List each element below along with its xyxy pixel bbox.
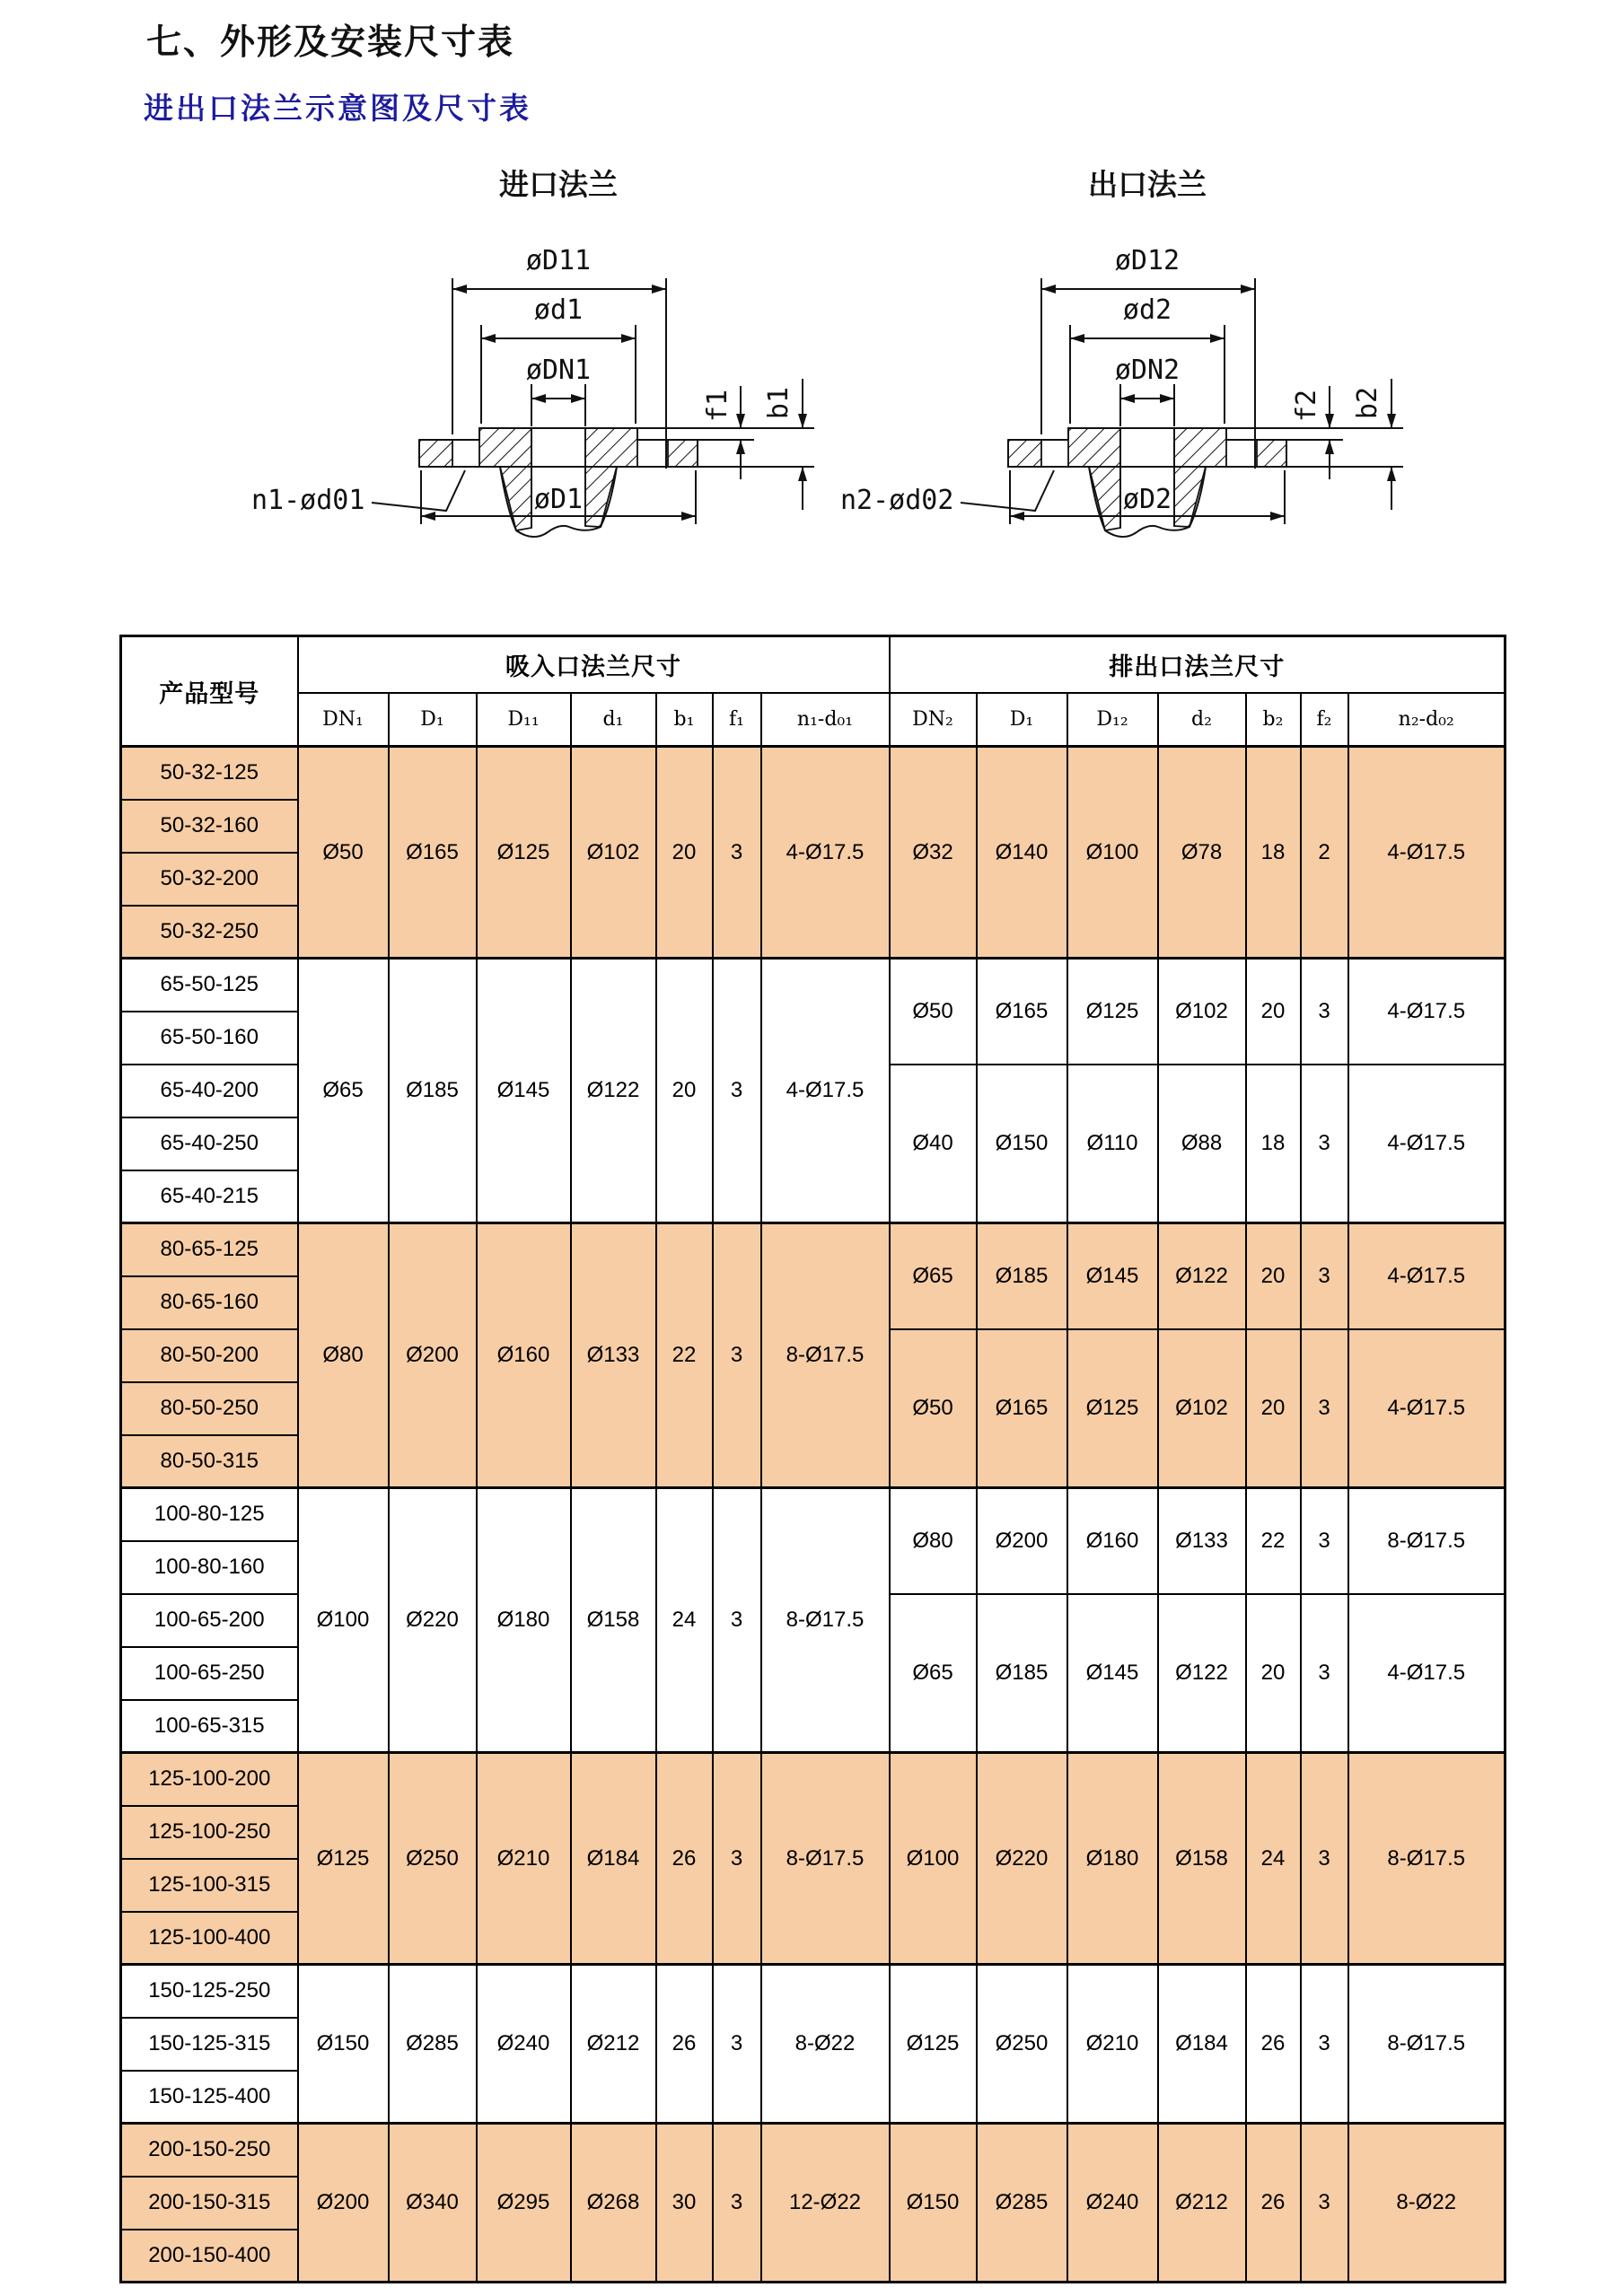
col-header-f1: f₁ <box>713 693 761 747</box>
suction-value-cell: 12-Ø22 <box>761 2124 890 2283</box>
discharge-value-cell: 20 <box>1246 1223 1301 1329</box>
col-header-dn2: DN₂ <box>890 693 977 747</box>
inlet-flange-diagram <box>244 154 819 555</box>
discharge-value-cell: Ø140 <box>977 747 1067 959</box>
discharge-value-cell: Ø150 <box>977 1065 1067 1223</box>
suction-value-cell: 3 <box>713 2124 761 2283</box>
discharge-value-cell: Ø158 <box>1158 1753 1246 1965</box>
product-model-cell: 80-50-315 <box>121 1435 298 1488</box>
discharge-value-cell: 3 <box>1301 1594 1348 1753</box>
discharge-value-cell: 20 <box>1246 1594 1301 1753</box>
product-model-cell: 150-125-315 <box>121 2018 298 2071</box>
inlet-flange-drawing <box>244 154 819 555</box>
page-title: 七、外形及安装尺寸表 <box>146 23 515 62</box>
discharge-value-cell: Ø65 <box>890 1594 977 1753</box>
dim-bolt-circle-label: øD12 <box>1114 245 1181 276</box>
product-model-cell: 80-50-200 <box>121 1329 298 1382</box>
discharge-value-cell: Ø145 <box>1067 1223 1158 1329</box>
dim-outer-label: øD1 <box>533 484 584 515</box>
flange-rim-section-right <box>668 440 698 467</box>
product-model-cell: 65-50-125 <box>121 959 298 1012</box>
discharge-value-cell: 2 <box>1301 747 1348 959</box>
discharge-value-cell: Ø122 <box>1158 1223 1246 1329</box>
suction-value-cell: Ø184 <box>571 1753 656 1965</box>
dim-bore-label: øDN1 <box>525 355 592 386</box>
flange-hub-section-left <box>1068 428 1120 530</box>
suction-value-cell: Ø100 <box>298 1488 389 1753</box>
product-model-cell: 200-150-250 <box>121 2124 298 2177</box>
col-header-small-d1: d₁ <box>571 693 656 747</box>
discharge-value-cell: Ø250 <box>977 1965 1067 2124</box>
suction-value-cell: 24 <box>656 1488 713 1753</box>
discharge-value-cell: Ø40 <box>890 1065 977 1223</box>
discharge-value-cell: Ø125 <box>1067 959 1158 1065</box>
suction-value-cell: Ø122 <box>571 959 656 1223</box>
discharge-value-cell: 26 <box>1246 2124 1301 2283</box>
col-header-d11: D₁₁ <box>477 693 571 747</box>
product-model-cell: 100-80-160 <box>121 1541 298 1594</box>
dim-face-label: ød2 <box>1122 294 1172 326</box>
suction-value-cell: Ø145 <box>477 959 571 1223</box>
flange-hub-section-right <box>1174 428 1226 527</box>
suction-value-cell: Ø50 <box>298 747 389 959</box>
suction-value-cell: Ø240 <box>477 1965 571 2124</box>
suction-value-cell: Ø212 <box>571 1965 656 2124</box>
discharge-value-cell: Ø285 <box>977 2124 1067 2283</box>
col-header-d1: D₁ <box>389 693 477 747</box>
discharge-value-cell: Ø125 <box>890 1965 977 2124</box>
suction-value-cell: 26 <box>656 1965 713 2124</box>
suction-value-cell: 20 <box>656 747 713 959</box>
flange-outline <box>419 428 698 467</box>
discharge-value-cell: 4-Ø17.5 <box>1348 959 1505 1065</box>
dim-outer-label: øD2 <box>1122 484 1172 515</box>
product-model-cell: 65-40-200 <box>121 1065 298 1117</box>
discharge-value-cell: 8-Ø22 <box>1348 2124 1505 2283</box>
product-model-cell: 100-65-250 <box>121 1647 298 1700</box>
discharge-value-cell: Ø50 <box>890 959 977 1065</box>
suction-value-cell: Ø102 <box>571 747 656 959</box>
outlet-flange-diagram <box>833 154 1408 555</box>
product-model-cell: 150-125-250 <box>121 1965 298 2018</box>
dim-raised-height-label: f2 <box>1291 389 1322 423</box>
suction-value-cell: 22 <box>656 1223 713 1488</box>
col-header-b2: b₂ <box>1246 693 1301 747</box>
flange-table-body <box>121 747 1505 2283</box>
suction-value-cell: Ø295 <box>477 2124 571 2283</box>
discharge-value-cell: 18 <box>1246 1065 1301 1223</box>
product-model-cell: 65-40-250 <box>121 1117 298 1170</box>
flange-dimension-table <box>119 635 1506 2283</box>
discharge-value-cell: Ø78 <box>1158 747 1246 959</box>
dim-bolt-holes-label: n2-ød02 <box>840 485 954 516</box>
discharge-value-cell: 20 <box>1246 959 1301 1065</box>
suction-value-cell: 3 <box>713 1223 761 1488</box>
discharge-value-cell: 3 <box>1301 1065 1348 1223</box>
discharge-value-cell: 3 <box>1301 1488 1348 1594</box>
product-model-cell: 50-32-250 <box>121 906 298 959</box>
discharge-value-cell: 8-Ø17.5 <box>1348 1488 1505 1594</box>
suction-value-cell: 3 <box>713 1965 761 2124</box>
suction-value-cell: Ø250 <box>389 1753 477 1965</box>
discharge-value-cell: 3 <box>1301 959 1348 1065</box>
discharge-value-cell: Ø110 <box>1067 1065 1158 1223</box>
suction-value-cell: 30 <box>656 2124 713 2283</box>
dim-bolt-holes-label: n1-ød01 <box>251 485 365 516</box>
discharge-value-cell: Ø200 <box>977 1488 1067 1594</box>
discharge-value-cell: Ø185 <box>977 1223 1067 1329</box>
discharge-value-cell: Ø100 <box>890 1753 977 1965</box>
discharge-value-cell: Ø210 <box>1067 1965 1158 2124</box>
product-model-cell: 150-125-400 <box>121 2071 298 2124</box>
suction-value-cell: 8-Ø17.5 <box>761 1223 890 1488</box>
discharge-value-cell: 4-Ø17.5 <box>1348 1065 1505 1223</box>
product-model-cell: 80-50-250 <box>121 1382 298 1435</box>
discharge-value-cell: 24 <box>1246 1753 1301 1965</box>
flange-rim-section-left <box>1008 440 1041 467</box>
section-subtitle: 进出口法兰示意图及尺寸表 <box>144 92 531 125</box>
dim-thickness-label: b1 <box>763 386 794 420</box>
suction-value-cell: Ø200 <box>298 2124 389 2283</box>
col-header-n1-d01: n₁-d₀₁ <box>761 693 890 747</box>
product-model-header: 产品型号 <box>121 636 298 747</box>
discharge-value-cell: Ø102 <box>1158 959 1246 1065</box>
discharge-value-cell: Ø160 <box>1067 1488 1158 1594</box>
product-model-cell: 125-100-250 <box>121 1806 298 1859</box>
suction-value-cell: 8-Ø17.5 <box>761 1488 890 1753</box>
discharge-value-cell: 4-Ø17.5 <box>1348 1594 1505 1753</box>
discharge-flange-group-header: 排出口法兰尺寸 <box>890 636 1505 693</box>
discharge-value-cell: Ø80 <box>890 1488 977 1594</box>
dim-thickness-label: b2 <box>1352 386 1383 420</box>
suction-value-cell: 3 <box>713 1488 761 1753</box>
discharge-value-cell: Ø133 <box>1158 1488 1246 1594</box>
product-model-cell: 125-100-400 <box>121 1912 298 1965</box>
discharge-value-cell: Ø240 <box>1067 2124 1158 2283</box>
suction-value-cell: 3 <box>713 747 761 959</box>
product-model-cell: 65-50-160 <box>121 1012 298 1065</box>
flange-hub-section-left <box>479 428 531 530</box>
discharge-value-cell: Ø65 <box>890 1223 977 1329</box>
product-model-cell: 125-100-200 <box>121 1753 298 1806</box>
col-header-small-d2: d₂ <box>1158 693 1246 747</box>
col-header-dn1: DN₁ <box>298 693 389 747</box>
suction-value-cell: Ø158 <box>571 1488 656 1753</box>
suction-value-cell: Ø125 <box>298 1753 389 1965</box>
outlet-flange-drawing <box>833 154 1408 555</box>
discharge-value-cell: 22 <box>1246 1488 1301 1594</box>
product-model-cell: 100-65-200 <box>121 1594 298 1647</box>
suction-value-cell: 8-Ø22 <box>761 1965 890 2124</box>
suction-value-cell: Ø160 <box>477 1223 571 1488</box>
suction-value-cell: 3 <box>713 1753 761 1965</box>
suction-value-cell: Ø150 <box>298 1965 389 2124</box>
suction-value-cell: Ø125 <box>477 747 571 959</box>
discharge-value-cell: Ø32 <box>890 747 977 959</box>
discharge-value-cell: 4-Ø17.5 <box>1348 1223 1505 1329</box>
dim-bolt-circle-label: øD11 <box>525 245 592 276</box>
product-model-cell: 100-80-125 <box>121 1488 298 1541</box>
outlet-flange-title: 出口法兰 <box>1088 168 1207 201</box>
discharge-value-cell: Ø102 <box>1158 1329 1246 1488</box>
discharge-value-cell: Ø125 <box>1067 1329 1158 1488</box>
col-header-b1: b₁ <box>656 693 713 747</box>
suction-value-cell: Ø220 <box>389 1488 477 1753</box>
discharge-value-cell: 3 <box>1301 1753 1348 1965</box>
dim-raised-height-label: f1 <box>702 389 733 423</box>
product-model-cell: 125-100-315 <box>121 1859 298 1912</box>
dim-bore-label: øDN2 <box>1114 355 1181 386</box>
suction-value-cell: Ø165 <box>389 747 477 959</box>
discharge-value-cell: Ø220 <box>977 1753 1067 1965</box>
discharge-value-cell: 3 <box>1301 1223 1348 1329</box>
product-model-cell: 80-65-160 <box>121 1276 298 1329</box>
product-model-cell: 50-32-160 <box>121 800 298 853</box>
product-model-cell: 50-32-125 <box>121 747 298 800</box>
discharge-value-cell: Ø184 <box>1158 1965 1246 2124</box>
inlet-flange-title: 进口法兰 <box>499 168 618 201</box>
discharge-value-cell: 3 <box>1301 1329 1348 1488</box>
col-header-d12: D₁₂ <box>1067 693 1158 747</box>
discharge-value-cell: Ø88 <box>1158 1065 1246 1223</box>
discharge-value-cell: Ø165 <box>977 959 1067 1065</box>
suction-value-cell: 20 <box>656 959 713 1223</box>
suction-value-cell: Ø180 <box>477 1488 571 1753</box>
suction-value-cell: Ø65 <box>298 959 389 1223</box>
discharge-value-cell: 3 <box>1301 1965 1348 2124</box>
product-model-cell: 200-150-400 <box>121 2230 298 2283</box>
discharge-value-cell: 8-Ø17.5 <box>1348 1753 1505 1965</box>
discharge-value-cell: Ø185 <box>977 1594 1067 1753</box>
flange-rim-section-right <box>1257 440 1286 467</box>
suction-flange-group-header: 吸入口法兰尺寸 <box>298 636 890 693</box>
col-header-f2: f₂ <box>1301 693 1348 747</box>
suction-value-cell: Ø285 <box>389 1965 477 2124</box>
discharge-value-cell: 18 <box>1246 747 1301 959</box>
product-model-cell: 80-65-125 <box>121 1223 298 1276</box>
product-model-cell: 200-150-315 <box>121 2177 298 2230</box>
discharge-value-cell: 26 <box>1246 1965 1301 2124</box>
suction-value-cell: 26 <box>656 1753 713 1965</box>
flange-outline <box>1008 428 1286 467</box>
product-model-cell: 100-65-315 <box>121 1700 298 1753</box>
discharge-value-cell: Ø180 <box>1067 1753 1158 1965</box>
discharge-value-cell: Ø165 <box>977 1329 1067 1488</box>
suction-value-cell: Ø268 <box>571 2124 656 2283</box>
discharge-value-cell: 4-Ø17.5 <box>1348 747 1505 959</box>
suction-value-cell: Ø80 <box>298 1223 389 1488</box>
suction-value-cell: Ø210 <box>477 1753 571 1965</box>
discharge-value-cell: Ø122 <box>1158 1594 1246 1753</box>
discharge-value-cell: 20 <box>1246 1329 1301 1488</box>
dim-face-label: ød1 <box>533 294 584 326</box>
suction-value-cell: Ø340 <box>389 2124 477 2283</box>
flange-rim-section-left <box>419 440 452 467</box>
product-model-cell: 50-32-200 <box>121 853 298 906</box>
suction-value-cell: 3 <box>713 959 761 1223</box>
suction-value-cell: 4-Ø17.5 <box>761 747 890 959</box>
suction-value-cell: Ø200 <box>389 1223 477 1488</box>
discharge-value-cell: 8-Ø17.5 <box>1348 1965 1505 2124</box>
suction-value-cell: Ø133 <box>571 1223 656 1488</box>
discharge-value-cell: Ø150 <box>890 2124 977 2283</box>
suction-value-cell: Ø185 <box>389 959 477 1223</box>
discharge-value-cell: Ø100 <box>1067 747 1158 959</box>
suction-value-cell: 4-Ø17.5 <box>761 959 890 1223</box>
col-header-n2-d02: n₂-d₀₂ <box>1348 693 1505 747</box>
discharge-value-cell: 4-Ø17.5 <box>1348 1329 1505 1488</box>
product-model-cell: 65-40-215 <box>121 1170 298 1223</box>
discharge-value-cell: Ø212 <box>1158 2124 1246 2283</box>
col-header-d2: D₁ <box>977 693 1067 747</box>
suction-value-cell: 8-Ø17.5 <box>761 1753 890 1965</box>
discharge-value-cell: 3 <box>1301 2124 1348 2283</box>
discharge-value-cell: Ø50 <box>890 1329 977 1488</box>
flange-hub-section-right <box>585 428 637 527</box>
discharge-value-cell: Ø145 <box>1067 1594 1158 1753</box>
